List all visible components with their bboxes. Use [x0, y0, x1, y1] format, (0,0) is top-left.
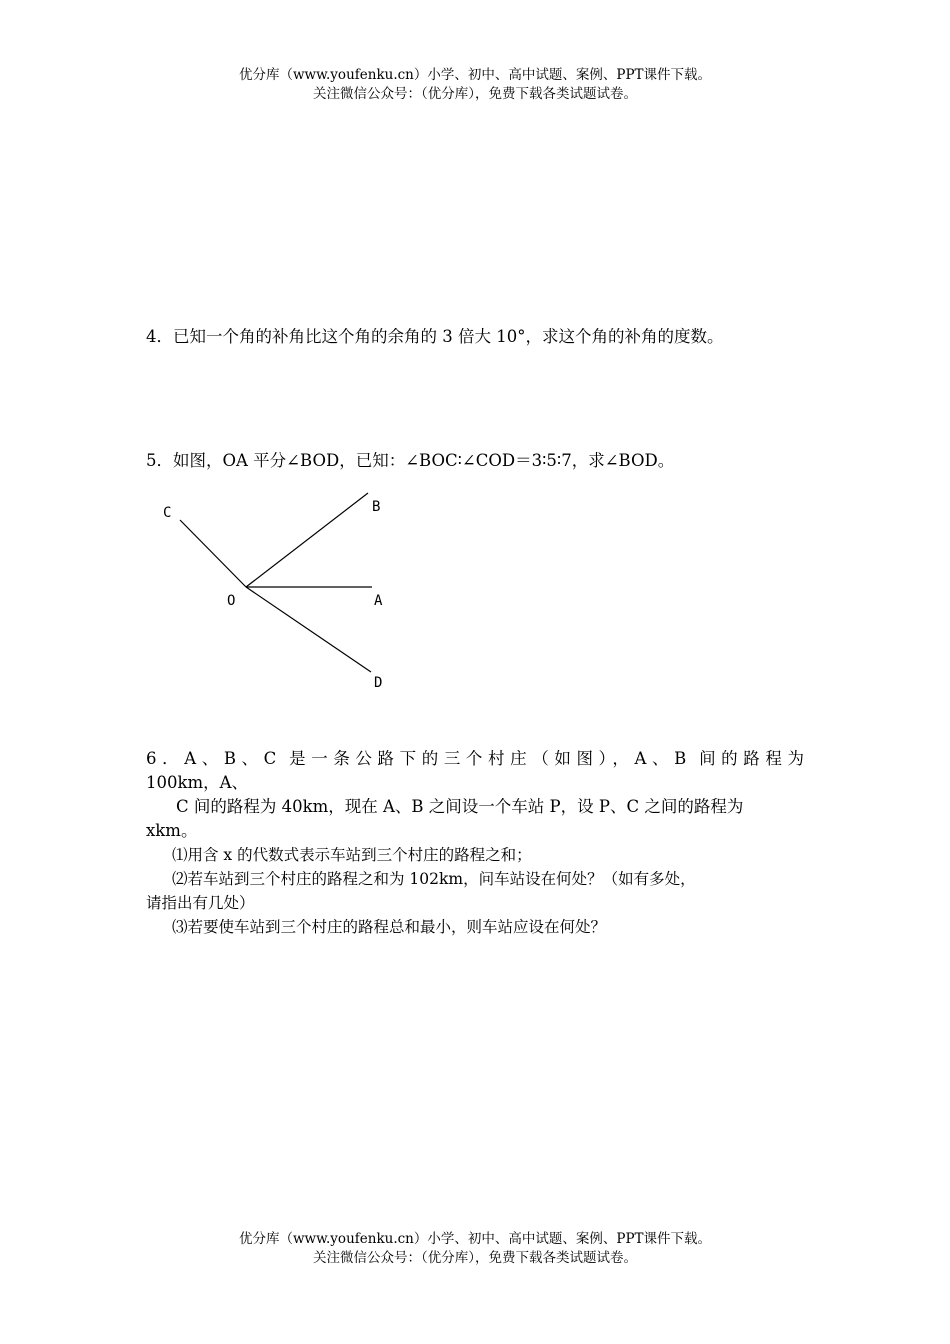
- page-header: [0, 66, 950, 104]
- footer-line-2: 关注微信公众号：（优分库），免费下载各类试题试卷。: [313, 1250, 637, 1266]
- label-a: A: [374, 593, 383, 609]
- q6-sub-3: ⑶若要使车站到三个村庄的路程总和最小，则车站应设在何处？: [172, 918, 607, 936]
- q6-line-3: C 间的路程为 40km，现在 A、B 之间设一个车站 P，设 P、C 之间的路程为: [176, 797, 744, 816]
- ray-od: [246, 587, 371, 672]
- header-line-2: 关注微信公众号：（优分库），免费下载各类试题试卷。: [313, 86, 637, 102]
- question-6: [146, 747, 806, 939]
- label-b: B: [372, 499, 381, 515]
- question-5: 5．如图，OA 平分∠BOD，已知：∠BOC∶∠COD＝3∶5∶7，求∠BOD。: [146, 451, 675, 470]
- header-line-1: 优分库（www.youfenku.cn）小学、初中、高中试题、案例、PPT课件下载。: [238, 67, 712, 83]
- ray-ob: [246, 493, 368, 587]
- page-footer: [0, 1230, 950, 1268]
- q6-sub-2-line-1: ⑵若车站到三个村庄的路程之和为 102km，问车站设在何处？（如有多处，: [172, 870, 696, 888]
- ray-oc: [180, 520, 246, 587]
- q6-line-4: xkm。: [146, 821, 198, 840]
- q6-sub-1: ⑴用含 x 的代数式表示车站到三个村庄的路程之和；: [172, 846, 532, 864]
- footer-line-1: 优分库（www.youfenku.cn）小学、初中、高中试题、案例、PPT课件下载。: [238, 1231, 712, 1247]
- label-d: D: [374, 675, 383, 691]
- label-o: O: [227, 593, 236, 609]
- label-c: C: [163, 505, 172, 521]
- q6-line-1: 6．A、B、C 是一条公路下的三个村庄（如图），A、B 间的路程为: [146, 749, 806, 768]
- q6-sub-2-line-2: 请指出有几处）: [146, 894, 255, 912]
- q6-line-2: 100km，A、: [146, 773, 249, 792]
- angle-figure: [150, 490, 400, 700]
- question-4: 4．已知一个角的补角比这个角的余角的 3 倍大 10°，求这个角的补角的度数。: [146, 327, 724, 346]
